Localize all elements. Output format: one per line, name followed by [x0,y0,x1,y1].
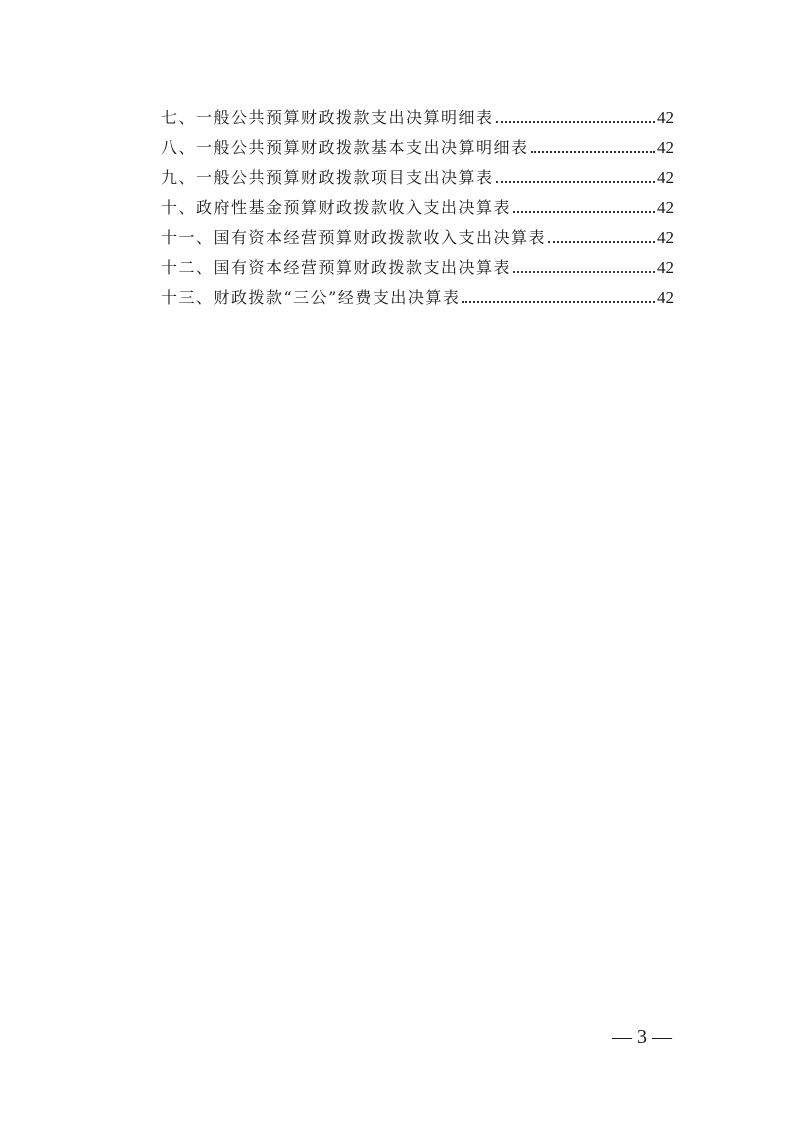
toc-entry[interactable] [161,158,674,188]
toc-entry[interactable] [161,248,674,278]
toc-entry-title: 十一、国有资本经营预算财政拨款收入支出决算表 [161,228,547,247]
toc-entry-page: 42 [657,288,674,307]
toc-dot-leader [513,271,655,273]
toc-entry-title: 八、一般公共预算财政拨款基本支出决算明细表 [161,138,529,157]
toc-entry-title: 十二、国有资本经营预算财政拨款支出决算表 [161,258,512,277]
table-of-contents [161,98,674,308]
toc-entry-page: 42 [657,138,674,157]
toc-entry-page: 42 [657,198,674,217]
toc-dot-leader [496,121,655,123]
toc-entry-title: 七、一般公共预算财政拨款支出决算明细表 [161,108,494,127]
toc-entry-page: 42 [657,228,674,247]
toc-entry-page: 42 [657,258,674,277]
toc-dot-leader [531,151,655,153]
toc-entry-title: 十、政府性基金预算财政拨款收入支出决算表 [161,198,512,217]
toc-dot-leader [548,241,655,243]
toc-dot-leader [462,301,655,303]
toc-entry-page: 42 [657,168,674,187]
page-number: — 3 — [612,1026,672,1048]
toc-entry[interactable] [161,278,674,308]
toc-dot-leader [496,181,655,183]
toc-entry[interactable] [161,188,674,218]
toc-entry-page: 42 [657,108,674,127]
toc-dot-leader [513,211,655,213]
toc-entry[interactable] [161,128,674,158]
toc-entry-title: 十三、财政拨款“三公”经费支出决算表 [161,288,461,307]
toc-entry[interactable] [161,218,674,248]
toc-entry-title: 九、一般公共预算财政拨款项目支出决算表 [161,168,494,187]
toc-entry[interactable] [161,98,674,128]
